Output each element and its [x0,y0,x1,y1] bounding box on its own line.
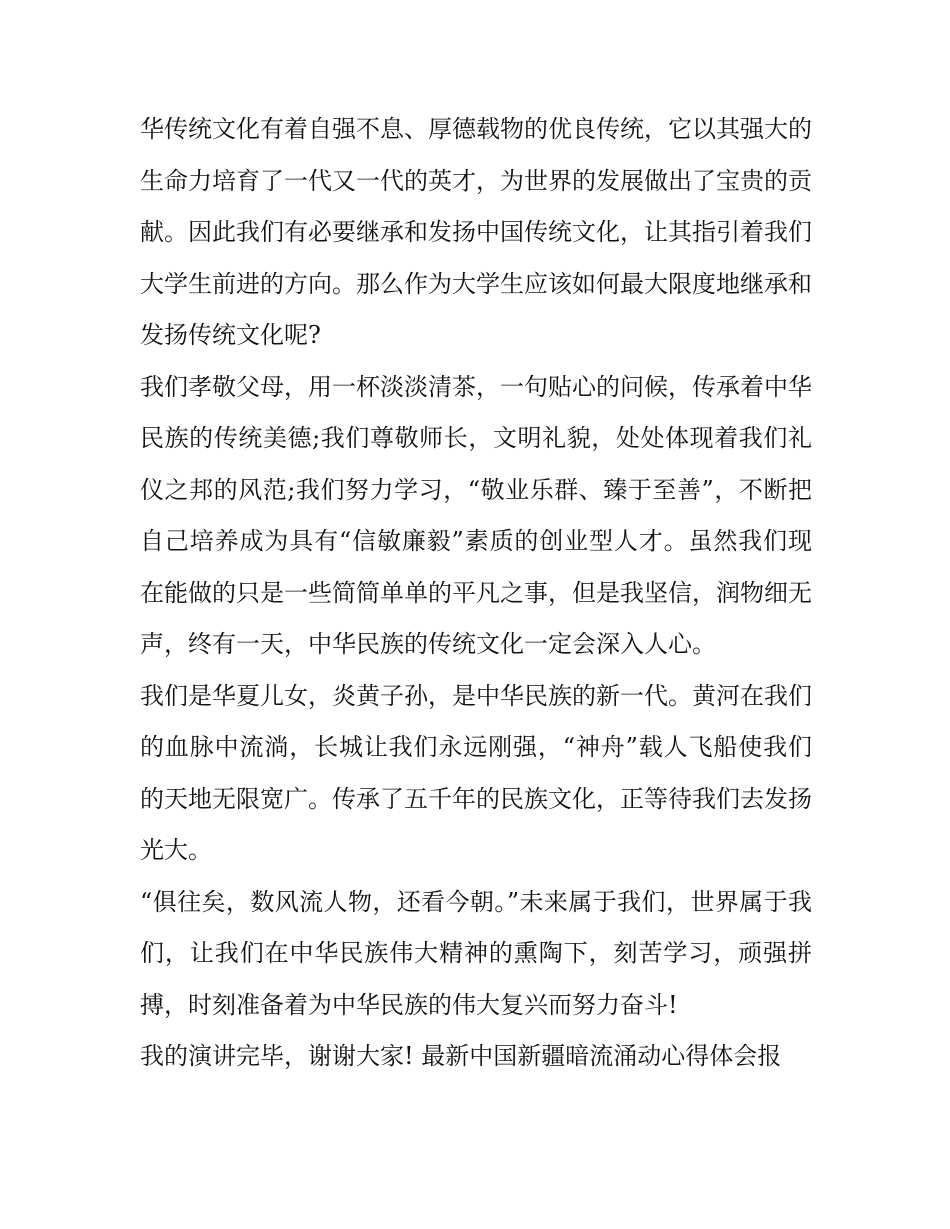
document-body [140,104,812,1083]
paragraph-3: 我们是华夏儿女，炎黄子孙，是中华民族的新一代。黄河在我们的血脉中流淌，长城让我们永远刚强，“神舟”载人飞船使我们的天地无限宽广。传承了五千年的民族文化，正等待我们去发扬光大。 [140,681,812,864]
paragraph-1: 华传统文化有着自强不息、厚德载物的优良传统，它以其强大的生命力培育了一代又一代的英才，为世界的发展做出了宝贵的贡献。因此我们有必要继承和发扬中国传统文化，让其指引着我们大学生前进的方向。那么作为大学生应该如何最大限度地继承和发扬传统文化呢? [140,115,812,349]
paragraph-4: “俱往矣，数风流人物，还看今朝。”未来属于我们，世界属于我们，让我们在中华民族伟大精神的熏陶下，刻苦学习，顽强拼搏，时刻准备着为中华民族的伟大复兴而努力奋斗! [140,887,812,1019]
paragraph-5: 我的演讲完毕，谢谢大家! 最新中国新疆暗流涌动心得体会报 [140,1042,782,1070]
paragraph-2: 我们孝敬父母，用一杯淡淡清茶，一句贴心的问候，传承着中华民族的传统美德;我们尊敬师长，文明礼貌，处处体现着我们礼仪之邦的风范;我们努力学习，“敬业乐群、臻于至善”，不断把自己培养成为具有“信敏廉毅”素质的创业型人才。虽然我们现在能做的只是一些简简单单的平凡之事，但是我坚信，润物细无声，终有一天，中华民族的传统文化一定会深入人心。 [140,372,812,658]
